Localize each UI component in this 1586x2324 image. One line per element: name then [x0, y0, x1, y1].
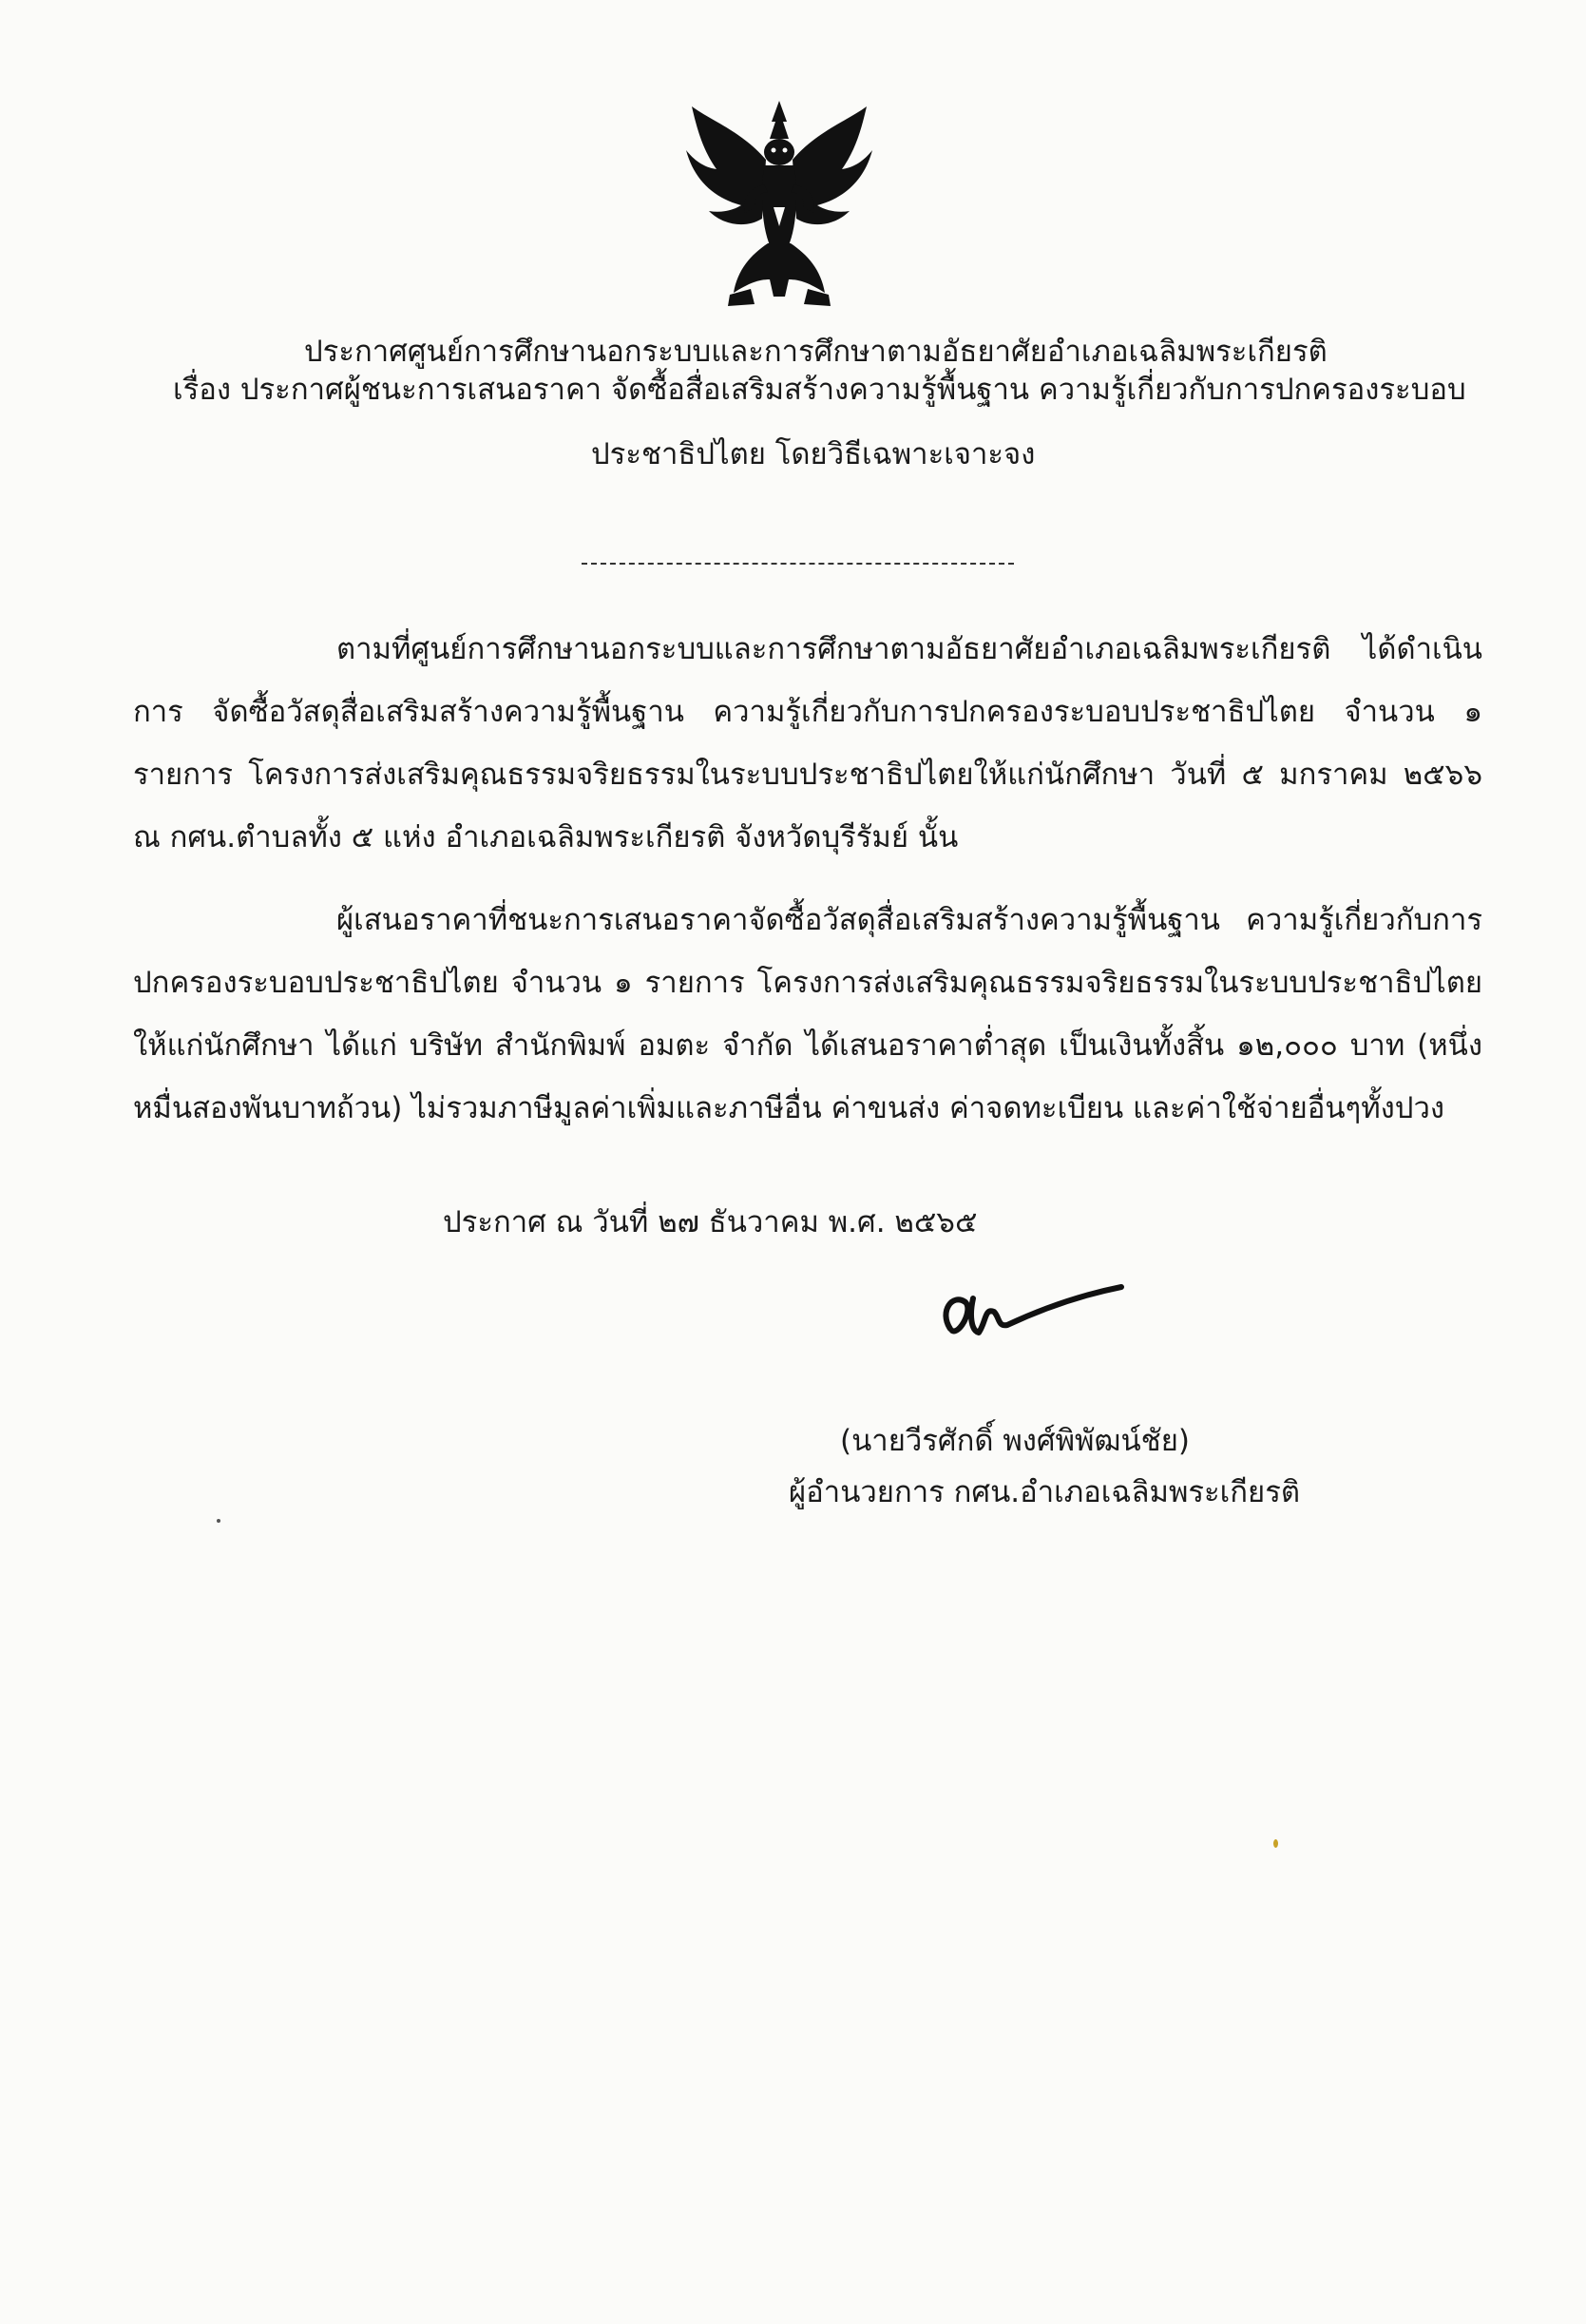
announcement-date: ประกาศ ณ วันที่ ๒๗ ธันวาคม พ.ศ. ๒๕๖๕: [443, 1205, 978, 1239]
title-divider: [582, 563, 1014, 565]
garuda-emblem-icon: [675, 93, 884, 312]
paper-speck: [217, 1519, 220, 1523]
handwritten-signature: [931, 1274, 1140, 1359]
body-paragraph-1: ตามที่ศูนย์การศึกษานอกระบบและการศึกษาตามอัธยาศัยอำเภอเฉลิมพระเกียรติ ได้ดำเนินการ จัดซื้อวัสดุสื่อเสริมสร้างความรู้พื้นฐาน ความรู้เกี่ยวกับการปกครองระบอบประชาธิปไตย จำนวน ๑ รายการ โครงการส่งเสริมคุณธรรมจริยธรรมในระบบประชาธิปไตยให้แก่นักศึกษา วันที่ ๕ มกราคม ๒๕๖๖ ณ กศน.ตำบลทั้ง ๕ แห่ง อำเภอเฉลิมพระเกียรติ จังหวัดบุรีรัมย์ นั้น: [133, 632, 1482, 855]
signer-position: ผู้อำนวยการ กศน.อำเภอเฉลิมพระเกียรติ: [789, 1475, 1300, 1509]
announcement-subject-continued: ประชาธิปไตย โดยวิธีเฉพาะเจาะจง: [591, 437, 1036, 471]
paper-speck: [1273, 1839, 1278, 1848]
announcement-subject: เรื่อง ประกาศผู้ชนะการเสนอราคา จัดซื้อสื่อเสริมสร้างความรู้พื้นฐาน ความรู้เกี่ยวกับการปกครองระบอบ: [173, 373, 1466, 407]
body-paragraph-2: ผู้เสนอราคาที่ชนะการเสนอราคาจัดซื้อวัสดุสื่อเสริมสร้างความรู้พื้นฐาน ความรู้เกี่ยวกับการ ปกครองระบอบประชาธิปไตย จำนวน ๑ รายการ โครงการส่งเสริมคุณธรรมจริยธรรมในระบบประชาธิปไตย ให้แก่นักศึกษา ได้แก่ บริษัท สำนักพิมพ์ อมตะ จำกัด ได้เสนอราคาต่ำสุด เป็นเงินทั้งสิ้น ๑๒,๐๐๐ บาท (หนึ่งหมื่นสองพันบาทถ้วน) ไม่รวมภาษีมูลค่าเพิ่มและภาษีอื่น ค่าขนส่ง ค่าจดทะเบียน และค่าใช้จ่ายอื่นๆทั้งปวง: [133, 903, 1482, 1125]
announcement-title: ประกาศศูนย์การศึกษานอกระบบและการศึกษาตามอัธยาศัยอำเภอเฉลิมพระเกียรติ: [304, 335, 1328, 369]
signer-name: (นายวีรศักดิ์ พงศ์พิพัฒน์ชัย): [840, 1424, 1190, 1458]
